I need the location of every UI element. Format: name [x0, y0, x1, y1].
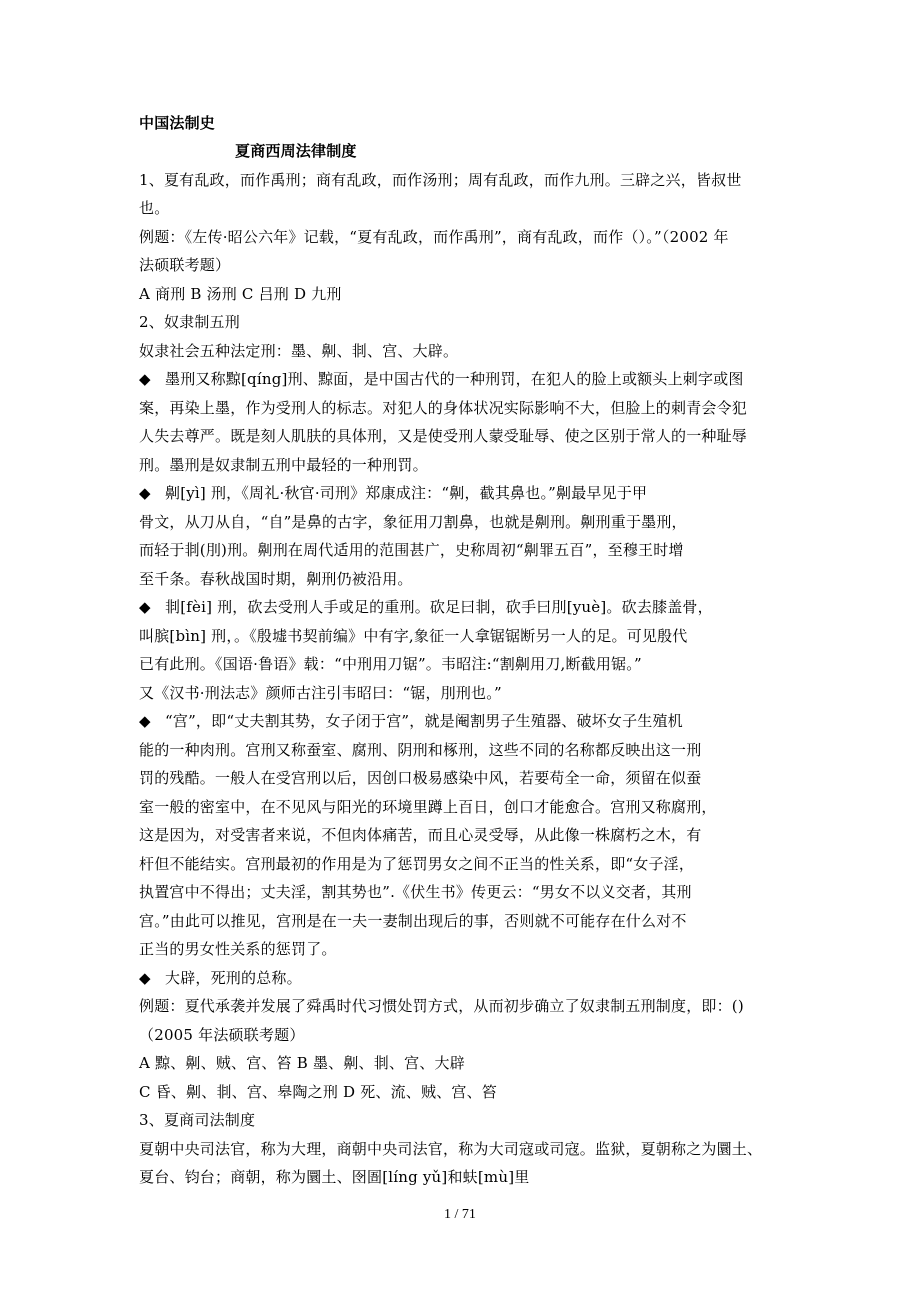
paragraph-line: 又《汉书·刑法志》颜师古注引韦昭曰：“锯，刖刑也。” — [139, 684, 502, 702]
paragraph-line: 骨文，从刀从自，“自”是鼻的古字，象征用刀割鼻，也就是劓刑。劓刑重于墨刑， — [139, 513, 687, 531]
paragraph-line: 案，再染上墨，作为受刑人的标志。对犯人的身体状况实际影响不大，但脸上的刺青会令犯 — [139, 399, 748, 417]
paragraph-text: 劓[yì] 刑，《周礼·秋官·司刑》郑康成注：“劓，截其鼻也。”劓最早见于甲 — [165, 484, 648, 502]
paragraph-line: 叫膑[bìn] 刑，。《殷墟书契前编》中有字,象征一人拿锯锯断另一人的足。可见殷代 — [139, 627, 688, 645]
paragraph-text: “宫”，即“丈夫割其势，女子闭于宫”，就是阉割男子生殖器、破坏女子生殖机 — [165, 712, 683, 730]
paragraph-text: 剕[fèi] 刑，砍去受刑人手或足的重刑。砍足曰剕，砍手曰刖[yuè]。砍去膝盖骨， — [165, 598, 713, 616]
paragraph-line: 夏朝中央司法官，称为大理，商朝中央司法官，称为大司寇或司寇。监狱，夏朝称之为圜土、 — [139, 1140, 763, 1158]
paragraph-line: 罚的残酷。一般人在受宫刑以后，因创口极易感染中风，若要苟全一命，须留在似蚕 — [139, 769, 702, 787]
paragraph-line: 1、夏有乱政，而作禹刑；商有乱政，而作汤刑；周有乱政，而作九刑。三辟之兴，皆叔世 — [139, 171, 742, 189]
paragraph-line: 这是因为，对受害者来说，不但肉体痛苦，而且心灵受辱，从此像一株腐朽之木，有 — [139, 826, 702, 844]
bullet-diamond-icon: ◆ — [139, 484, 151, 502]
paragraph-line: A 黥、劓、贼、宫、笞 B 墨、劓、剕、宫、大辟 — [139, 1054, 465, 1072]
page-number: 1 / 71 — [444, 1207, 476, 1222]
paragraph-line: 刑。墨刑是奴隶制五刑中最轻的一种刑罚。 — [139, 456, 428, 474]
chapter-title: 夏商西周法律制度 — [235, 142, 357, 160]
paragraph-line: 正当的男女性关系的惩罚了。 — [139, 940, 337, 958]
paragraph-line: 杆但不能结实。宫刑最初的作用是为了惩罚男女之间不正当的性关系，即“女子淫， — [139, 855, 695, 873]
paragraph-text: 墨刑又称黥[qíng]刑、黥面，是中国古代的一种刑罚，在犯人的脸上或额头上刺字或图 — [165, 370, 744, 388]
paragraph-line: 室一般的密室中，在不见风与阳光的环境里蹲上百日，创口才能愈合。宫刑又称腐刑， — [139, 798, 717, 816]
paragraph-line: 至千条。春秋战国时期，劓刑仍被沿用。 — [139, 570, 413, 588]
paragraph-line: 夏台、钧台；商朝，称为圜土、囹圄[líng yǔ]和蚨[mù]里 — [139, 1168, 530, 1186]
bullet-paragraph-line — [139, 597, 713, 617]
paragraph-line: （2005 年法硕联考题） — [139, 1026, 305, 1044]
paragraph-line: 例题：《左传·昭公六年》记载，“夏有乱政，而作禹刑”，商有乱政，而作（）。”（2002 年 — [139, 228, 729, 246]
bullet-diamond-icon: ◆ — [139, 598, 151, 616]
paragraph-line: 而轻于剕(刖)刑。劓刑在周代适用的范围甚广，史称周初“劓罪五百”，至穆王时增 — [139, 541, 684, 559]
bullet-diamond-icon: ◆ — [139, 370, 151, 388]
paragraph-text: 大辟，死刑的总称。 — [165, 969, 302, 987]
paragraph-line: 奴隶社会五种法定刑：墨、劓、剕、宫、大辟。 — [139, 342, 459, 360]
paragraph-line: A 商刑 B 汤刑 C 吕刑 D 九刑 — [139, 285, 342, 303]
bullet-diamond-icon: ◆ — [139, 969, 151, 987]
bullet-diamond-icon: ◆ — [139, 712, 151, 730]
bullet-paragraph-line — [139, 483, 647, 503]
paragraph-line: 人失去尊严。既是刻人肌肤的具体刑，又是使受刑人蒙受耻辱、使之区别于常人的一种耻辱 — [139, 427, 748, 445]
paragraph-line: 3、夏商司法制度 — [139, 1111, 256, 1129]
bullet-paragraph-line — [139, 711, 683, 731]
paragraph-line: 例题：夏代承袭并发展了舜禹时代习惯处罚方式，从而初步确立了奴隶制五刑制度，即：() — [139, 997, 744, 1015]
paragraph-line: 法硕联考题） — [139, 256, 231, 274]
paragraph-line: 能的一种肉刑。宫刑又称蚕室、腐刑、阴刑和椓刑，这些不同的名称都反映出这一刑 — [139, 741, 702, 759]
bullet-paragraph-line — [139, 968, 302, 988]
course-title: 中国法制史 — [139, 114, 216, 132]
paragraph-line: 也。 — [139, 199, 170, 217]
bullet-paragraph-line — [139, 369, 744, 389]
paragraph-line: 执置宫中不得出；丈夫淫，割其势也”.《伏生书》传更云：“男女不以义交者，其刑 — [139, 883, 692, 901]
paragraph-line: C 昏、劓、剕、宫、皋陶之刑 D 死、流、贼、宫、笞 — [139, 1083, 498, 1101]
paragraph-line: 2、奴隶制五刑 — [139, 313, 240, 331]
paragraph-line: 宫。”由此可以推见，宫刑是在一夫一妻制出现后的事，否则就不可能存在什么对不 — [139, 912, 687, 930]
paragraph-line: 已有此刑。《国语·鲁语》载：“中刑用刀锯”。韦昭注:“割劓用刀,断截用锯。” — [139, 655, 642, 673]
